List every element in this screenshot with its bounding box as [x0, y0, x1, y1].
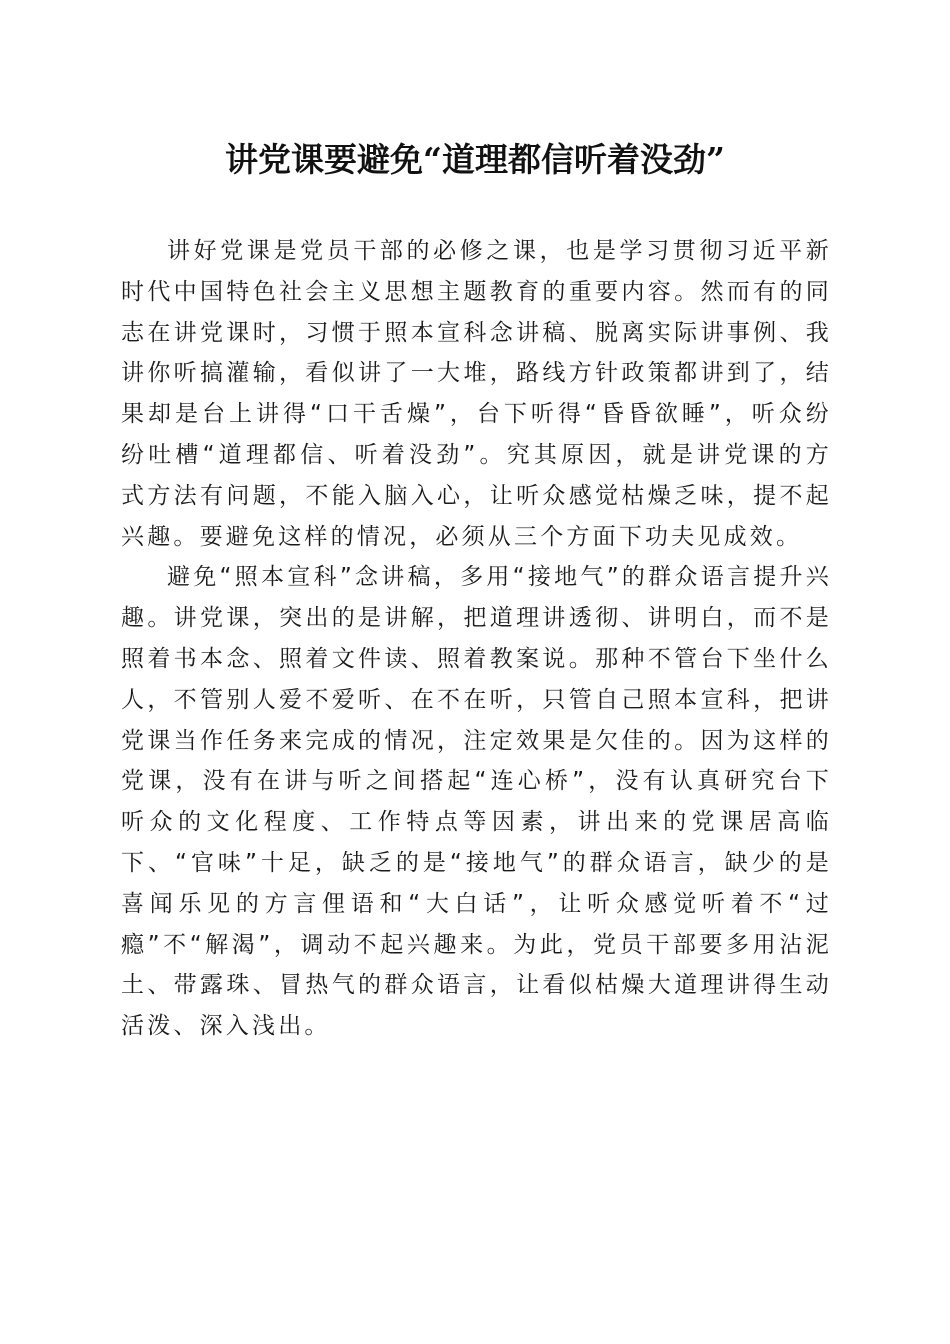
paragraph-2: 避免“照本宣科”念讲稿，多用“接地气”的群众语言提升兴趣。讲党课，突出的是讲解，把道理讲透彻、讲明白，而不是照着书本念、照着文件读、照着教案说。那种不管台下坐什么人，不管别人爱不爱听、在不在听，只管自己照本宣科，把讲党课当作任务来完成的情况，注定效果是欠佳的。因为这样的党课，没有在讲与听之间搭起“连心桥”，没有认真研究台下听众的文化程度、工作特点等因素，讲出来的党课居高临下、“官味”十足，缺乏的是“接地气”的群众语言，缺少的是喜闻乐见的方言俚语和“大白话”，让听众感觉听着不“过瘾”不“解渴”，调动不起兴趣来。为此，党员干部要多用沾泥土、带露珠、冒热气的群众语言，让看似枯燥大道理讲得生动活泼、深入浅出。: [121, 564, 832, 1040]
document-body: [121, 231, 832, 1047]
paragraph-1: 讲好党课是党员干部的必修之课，也是学习贯彻习近平新时代中国特色社会主义思想主题教育的重要内容。然而有的同志在讲党课时，习惯于照本宣科念讲稿、脱离实际讲事例、我讲你听搞灌输，看似讲了一大堆，路线方针政策都讲到了，结果却是台上讲得“口干舌燥”，台下听得“昏昏欲睡”，听众纷纷吐槽“道理都信、听着没劲”。究其原因，就是讲党课的方式方法有问题，不能入脑入心，让听众感觉枯燥乏味，提不起兴趣。要避免这样的情况，必须从三个方面下功夫见成效。: [121, 238, 832, 550]
document-title: 讲党课要避免“道理都信听着没劲”: [225, 140, 725, 179]
